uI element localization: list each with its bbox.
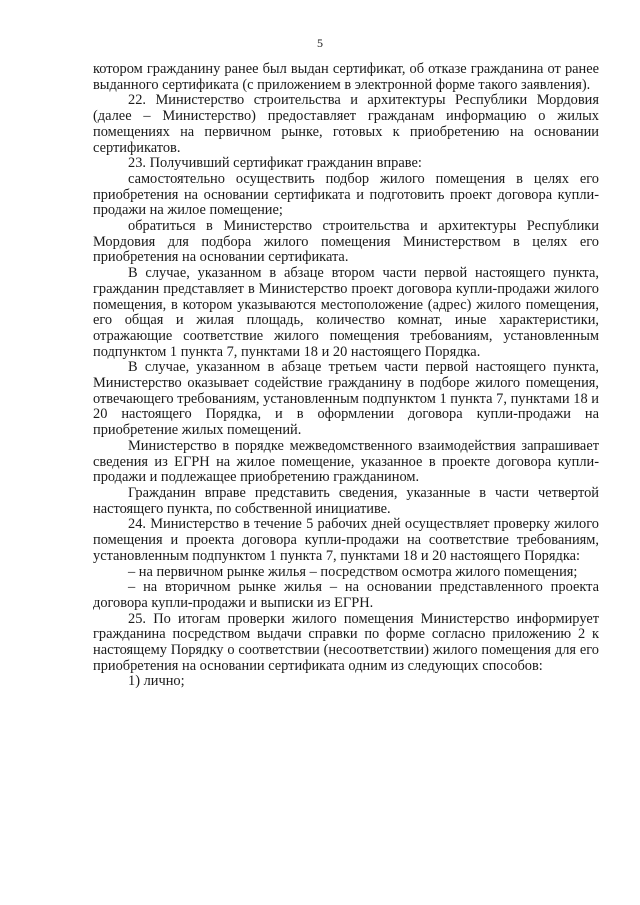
paragraph-23-case-3: В случае, указанном в абзаце третьем части первой настоящего пункта, Министерство оказывает содействие гражданину в подборе жилого помещения, отвечающего требованиям, установленным подпунктом 1 пункта 7, пунктами 18 и 20 настоящего Порядка, и в оформлении договора купли-продажи на приобретение жилых помещений. [93,359,599,439]
paragraph-23-option-2: обратиться в Министерство строительства и архитектуры Республики Мордовия для подбора жилого помещения Министерством в целях его приобретения на основании сертификата. [93,218,599,266]
paragraph-25-method-1: 1) лично; [128,673,185,690]
paragraph-25: 25. По итогам проверки жилого помещения Министерство информирует гражданина посредством выдачи справки по форме согласно приложению 2 к настоящему Порядку о соответствии (несоответствии) жилого помещения для его приобретения на основании сертификата одним из следующих способов: [93,610,599,674]
paragraph-24-primary-market: – на первичном рынке жилья – посредством осмотра жилого помещения; [128,563,578,580]
paragraph-continuation: котором гражданину ранее был выдан сертификат, об отказе гражданина от ранее выданного сертификата (с приложением в электронной форме такого заявления). [93,61,599,93]
paragraph-24: 24. Министерство в течение 5 рабочих дней осуществляет проверку жилого помещения и проекта договора купли-продажи на соответствие требованиям, установленным подпунктом 1 пункта 7, пунктами 18 и 20 настоящего Порядка: [93,516,599,564]
page-number: 5 [317,36,323,50]
document-body [93,62,599,690]
paragraph-23-option-1: самостоятельно осуществить подбор жилого помещения в целях его приобретения на основании сертификата и подготовить проект договора купли-продажи на жилое помещение; [93,170,599,219]
paragraph-23-own-initiative: Гражданин вправе представить сведения, указанные в части четвертой настоящего пункта, по собственной инициативе. [93,484,599,517]
paragraph-22: 22. Министерство строительства и архитектуры Республики Мордовия (далее – Министерство) предоставляет гражданам информацию о жилых помещениях на первичном рынке, готовых к приобретению на основании сертификатов. [93,92,599,156]
paragraph-23-case-2: В случае, указанном в абзаце втором части первой настоящего пункта, гражданин представляет в Министерство проект договора купли-продажи жилого помещения, в котором указываются местоположение (адрес) жилого помещения, его общая и жилая площадь, количество комнат, иные характеристики, отражающие соответствие жилого помещения требованиям, установленным подпунктом 1 пункта 7, пунктами 18 и 20 настоящего Порядка. [93,265,599,360]
paragraph-23: 23. Получивший сертификат гражданин вправе: [128,155,422,172]
paragraph-24-secondary-market: – на вторичном рынке жилья – на основании представленного проекта договора купли-продажи и выписки из ЕГРН. [93,579,599,611]
paragraph-23-interagency: Министерство в порядке межведомственного взаимодействия запрашивает сведения из ЕГРН на жилое помещение, указанное в проекте договора купли-продажи и подлежащее приобретению гражданином. [93,437,599,486]
